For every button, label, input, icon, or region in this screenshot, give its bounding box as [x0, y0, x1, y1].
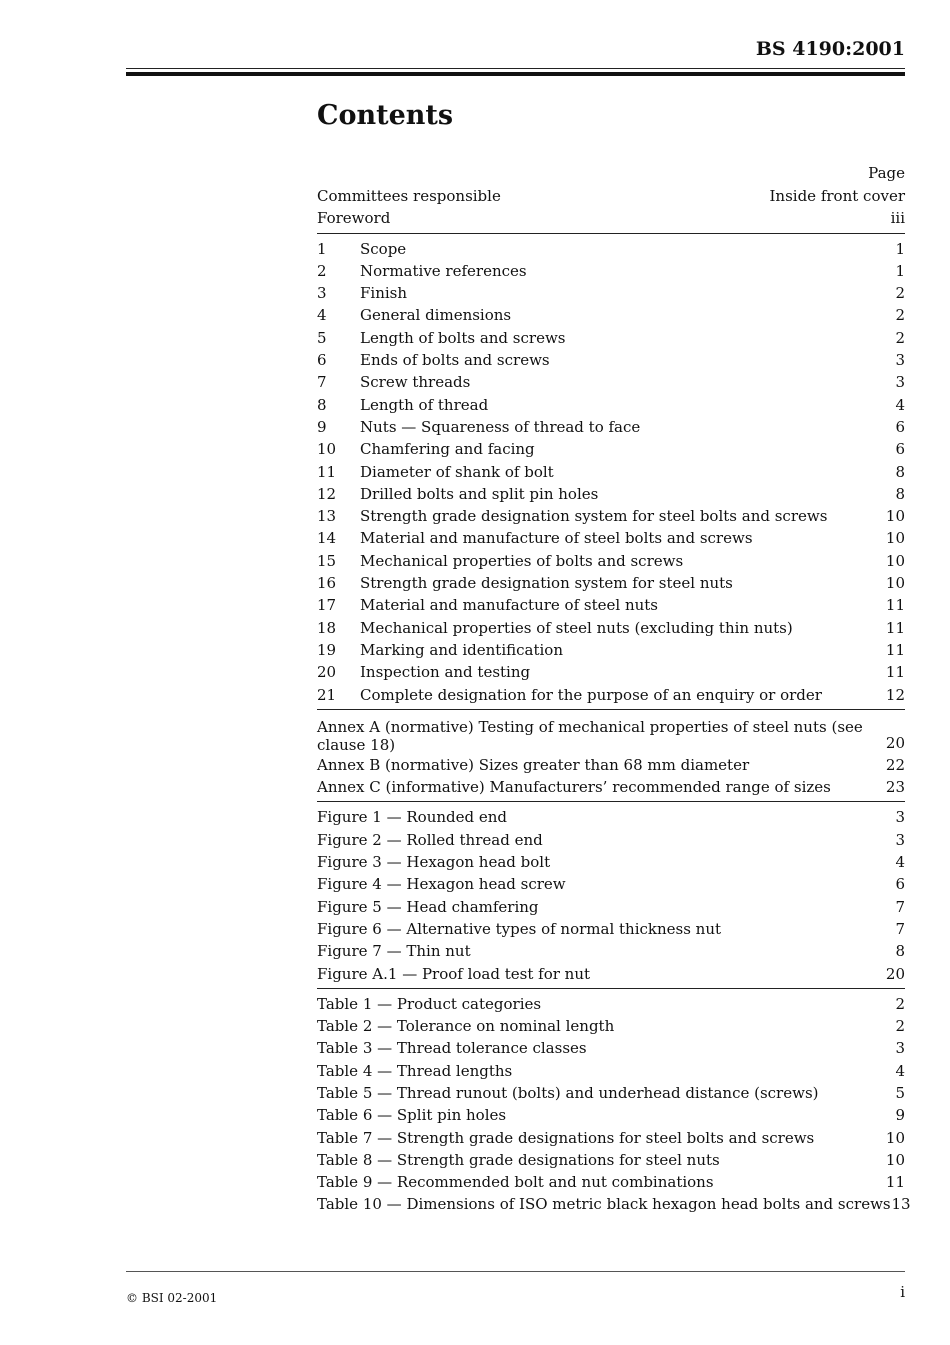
- toc-entry-page: 4: [895, 395, 905, 414]
- toc-entry-page: 6: [895, 875, 905, 894]
- toc-entry[interactable]: [317, 238, 905, 260]
- toc-entry-number: 17: [317, 596, 337, 615]
- toc-entry-label: Material and manufacture of steel nuts: [360, 596, 658, 615]
- annexes-group: [317, 709, 905, 799]
- front-matter-group: [317, 185, 905, 230]
- toc-entry-label: General dimensions: [360, 306, 512, 325]
- toc-entry-label: Figure 3 — Hexagon head bolt: [317, 853, 551, 872]
- toc-entry-number: 4: [317, 306, 327, 325]
- toc-entry-label: Figure 5 — Head chamfering: [317, 897, 539, 916]
- toc-entry-page: 2: [895, 328, 905, 347]
- toc-entry[interactable]: [317, 282, 905, 304]
- toc-entry[interactable]: [317, 754, 905, 776]
- toc-entry-label: Length of bolts and screws: [360, 328, 566, 347]
- toc-entry-page: 8: [895, 942, 905, 961]
- header-rule-thick: [126, 72, 905, 76]
- toc-entry-page: 8: [895, 462, 905, 481]
- toc-entry[interactable]: [317, 940, 905, 962]
- toc-entry-number: 12: [317, 484, 337, 503]
- page-column-heading: Page: [868, 164, 905, 182]
- toc-entry[interactable]: [317, 207, 905, 229]
- toc-entry[interactable]: [317, 1037, 905, 1059]
- toc-entry-label: Figure 6 — Alternative types of normal thickness nut: [317, 919, 722, 938]
- toc-entry-number: 15: [317, 551, 337, 570]
- toc-entry-number: 20: [317, 663, 337, 682]
- toc-entry[interactable]: [317, 963, 905, 985]
- toc-entry-number: 13: [317, 507, 337, 526]
- toc-entry-page: 6: [895, 417, 905, 436]
- toc-entry-page: 7: [895, 897, 905, 916]
- toc-entry[interactable]: [317, 714, 905, 754]
- toc-entry[interactable]: [317, 993, 905, 1015]
- toc-entry-page: 11: [885, 640, 905, 659]
- toc-entry-label: Table 8 — Strength grade designations for steel nuts: [317, 1150, 720, 1169]
- toc-entry-label: Ends of bolts and screws: [360, 351, 550, 370]
- toc-entry-label: Chamfering and facing: [360, 440, 535, 459]
- toc-entry-number: 21: [317, 685, 337, 704]
- toc-entry-page: 23: [885, 778, 905, 797]
- toc-entry-page: 4: [895, 853, 905, 872]
- toc-entry[interactable]: [317, 483, 905, 505]
- toc-entry-number: 2: [317, 261, 327, 280]
- toc-entry-page: 11: [885, 618, 905, 637]
- toc-entry-label: Scope: [360, 239, 407, 258]
- toc-entry-label: Strength grade designation system for steel bolts and screws: [360, 507, 828, 526]
- footer-rule: [126, 1271, 905, 1272]
- toc-entry-page: 6: [895, 440, 905, 459]
- toc-entry-page: 2: [895, 284, 905, 303]
- toc-entry[interactable]: [317, 806, 905, 828]
- toc-entry[interactable]: [317, 185, 905, 207]
- toc-entry[interactable]: [317, 260, 905, 282]
- toc-entry-number: 14: [317, 529, 337, 548]
- toc-entry-page: 13: [891, 1195, 911, 1214]
- toc-entry[interactable]: [317, 438, 905, 460]
- toc-entry-page: 4: [895, 1061, 905, 1080]
- toc-entry[interactable]: [317, 349, 905, 371]
- toc-entry-page: iii: [890, 209, 905, 228]
- toc-entry-label: Committees responsible: [317, 187, 501, 205]
- toc-entry-page: 9: [895, 1106, 905, 1125]
- toc-entry-label: Annex A (normative) Testing of mechanical properties of steel nuts (see clause 18): [317, 717, 863, 754]
- clauses-group: [317, 233, 905, 706]
- toc-entry-number: 18: [317, 618, 337, 637]
- tables-group: [317, 988, 911, 1216]
- toc-entry-label: Screw threads: [360, 373, 471, 392]
- toc-entry-label: Table 1 — Product categories: [317, 994, 542, 1013]
- toc-entry-page: 10: [885, 551, 905, 570]
- toc-entry-label: Table 9 — Recommended bolt and nut combinations: [317, 1173, 714, 1192]
- toc-entry[interactable]: [317, 873, 905, 895]
- toc-entry-page: 2: [895, 994, 905, 1013]
- table-of-contents: [317, 161, 911, 1216]
- toc-entry-label: Material and manufacture of steel bolts and screws: [360, 529, 753, 548]
- toc-entry[interactable]: [317, 371, 905, 393]
- toc-entry-page: 12: [885, 685, 905, 704]
- toc-entry-label: Normative references: [360, 261, 527, 280]
- toc-entry[interactable]: [317, 527, 905, 549]
- toc-entry-label: Figure A.1 — Proof load test for nut: [317, 964, 591, 983]
- toc-entry-label: Table 3 — Thread tolerance classes: [317, 1039, 587, 1058]
- toc-entry[interactable]: [317, 1127, 905, 1149]
- toc-entry-label: Length of thread: [360, 395, 489, 414]
- toc-entry-label: Figure 1 — Rounded end: [317, 808, 507, 827]
- toc-entry-page: 10: [885, 1128, 905, 1147]
- toc-entry-label: Table 2 — Tolerance on nominal length: [317, 1017, 615, 1036]
- toc-entry-page: 3: [895, 1039, 905, 1058]
- page-title: Contents: [317, 100, 454, 131]
- toc-entry-page: 20: [885, 964, 905, 983]
- toc-entry-page: 1: [895, 261, 905, 280]
- copyright: © BSI 02-2001: [126, 1291, 218, 1305]
- toc-entry-page: 10: [885, 1150, 905, 1169]
- toc-entry[interactable]: [317, 896, 905, 918]
- toc-entry-page: 5: [895, 1083, 905, 1102]
- toc-entry-label: Annex B (normative) Sizes greater than 68 mm diameter: [317, 755, 750, 774]
- toc-entry-label: Foreword: [317, 209, 391, 228]
- toc-entry-label: Strength grade designation system for steel nuts: [360, 574, 733, 593]
- toc-entry-label: Mechanical properties of steel nuts (excluding thin nuts): [360, 618, 793, 637]
- toc-entry-page: 2: [895, 306, 905, 325]
- toc-entry[interactable]: [317, 1060, 905, 1082]
- toc-entry-label: Marking and identification: [360, 640, 563, 659]
- header-rule-thin: [126, 68, 905, 69]
- toc-entry-number: 1: [317, 239, 327, 258]
- toc-entry[interactable]: [317, 639, 905, 661]
- toc-entry-page: 20: [885, 733, 905, 752]
- toc-entry-number: 16: [317, 574, 337, 593]
- toc-entry-label: Diameter of shank of bolt: [360, 462, 554, 481]
- toc-entry-page: 11: [885, 596, 905, 615]
- toc-entry-page: 10: [885, 507, 905, 526]
- toc-entry[interactable]: [317, 505, 905, 527]
- toc-entry[interactable]: [317, 1082, 905, 1104]
- toc-entry-number: 8: [317, 395, 327, 414]
- toc-entry-page: 10: [885, 574, 905, 593]
- toc-entry-page: 3: [895, 830, 905, 849]
- toc-entry-number: 9: [317, 417, 327, 436]
- toc-entry[interactable]: [317, 594, 905, 616]
- figures-group: [317, 801, 905, 984]
- toc-entry-label: Table 10 — Dimensions of ISO metric black hexagon head bolts and screws: [317, 1195, 891, 1214]
- toc-entry-number: 3: [317, 284, 327, 303]
- toc-entry[interactable]: [317, 327, 905, 349]
- toc-entry[interactable]: [317, 1104, 905, 1126]
- toc-entry[interactable]: [317, 851, 905, 873]
- toc-entry[interactable]: [317, 661, 905, 683]
- toc-entry-page: 11: [885, 663, 905, 682]
- toc-entry[interactable]: [317, 394, 905, 416]
- toc-entry[interactable]: [317, 1015, 905, 1037]
- toc-entry-label: Figure 4 — Hexagon head screw: [317, 875, 566, 894]
- toc-entry-number: 7: [317, 373, 327, 392]
- toc-entry[interactable]: [317, 1149, 905, 1171]
- toc-entry-label: Table 5 — Thread runout (bolts) and underhead distance (screws): [317, 1083, 819, 1102]
- toc-entry[interactable]: [317, 617, 905, 639]
- toc-entry-label: Table 6 — Split pin holes: [317, 1106, 507, 1125]
- toc-entry-label: Annex C (informative) Manufacturers’ recommended range of sizes: [317, 778, 831, 797]
- toc-entry-page: Inside front cover: [769, 187, 905, 205]
- toc-entry-page: 3: [895, 808, 905, 827]
- toc-entry[interactable]: [317, 416, 905, 438]
- toc-entry-label: Figure 2 — Rolled thread end: [317, 830, 543, 849]
- toc-entry-label: Inspection and testing: [360, 663, 531, 682]
- toc-entry-page: 22: [885, 755, 905, 774]
- toc-entry-page: 8: [895, 484, 905, 503]
- toc-entry-label: Figure 7 — Thin nut: [317, 942, 471, 961]
- toc-entry[interactable]: [317, 461, 905, 483]
- toc-entry[interactable]: [317, 776, 905, 798]
- toc-entry-label: Finish: [360, 284, 408, 303]
- toc-entry-page: 1: [895, 239, 905, 258]
- toc-entry-number: 10: [317, 440, 337, 459]
- toc-entry[interactable]: [317, 572, 905, 594]
- toc-entry[interactable]: [317, 918, 905, 940]
- toc-entry-label: Mechanical properties of bolts and screws: [360, 551, 684, 570]
- toc-entry-number: 5: [317, 328, 327, 347]
- toc-entry-page: 10: [885, 529, 905, 548]
- toc-entry[interactable]: [317, 829, 905, 851]
- toc-entry[interactable]: [317, 1193, 911, 1215]
- toc-entry-label: Nuts — Squareness of thread to face: [360, 417, 641, 436]
- toc-entry-page: 3: [895, 351, 905, 370]
- toc-entry-page: 11: [885, 1173, 905, 1192]
- toc-entry-label: Table 7 — Strength grade designations for steel bolts and screws: [317, 1128, 815, 1147]
- toc-entry[interactable]: [317, 1171, 905, 1193]
- toc-entry-number: 6: [317, 351, 327, 370]
- toc-entry-page: 3: [895, 373, 905, 392]
- toc-entry[interactable]: [317, 684, 905, 706]
- document-id: BS 4190:2001: [755, 38, 905, 60]
- toc-entry-label: Drilled bolts and split pin holes: [360, 484, 599, 503]
- page-number: i: [900, 1283, 905, 1301]
- toc-entry-label: Complete designation for the purpose of an enquiry or order: [360, 685, 822, 704]
- toc-entry-number: 19: [317, 640, 337, 659]
- toc-entry-page: 7: [895, 919, 905, 938]
- toc-entry-label: Table 4 — Thread lengths: [317, 1061, 513, 1080]
- toc-entry-page: 2: [895, 1017, 905, 1036]
- toc-entry-number: 11: [317, 462, 337, 481]
- toc-entry[interactable]: [317, 550, 905, 572]
- toc-entry[interactable]: [317, 304, 905, 326]
